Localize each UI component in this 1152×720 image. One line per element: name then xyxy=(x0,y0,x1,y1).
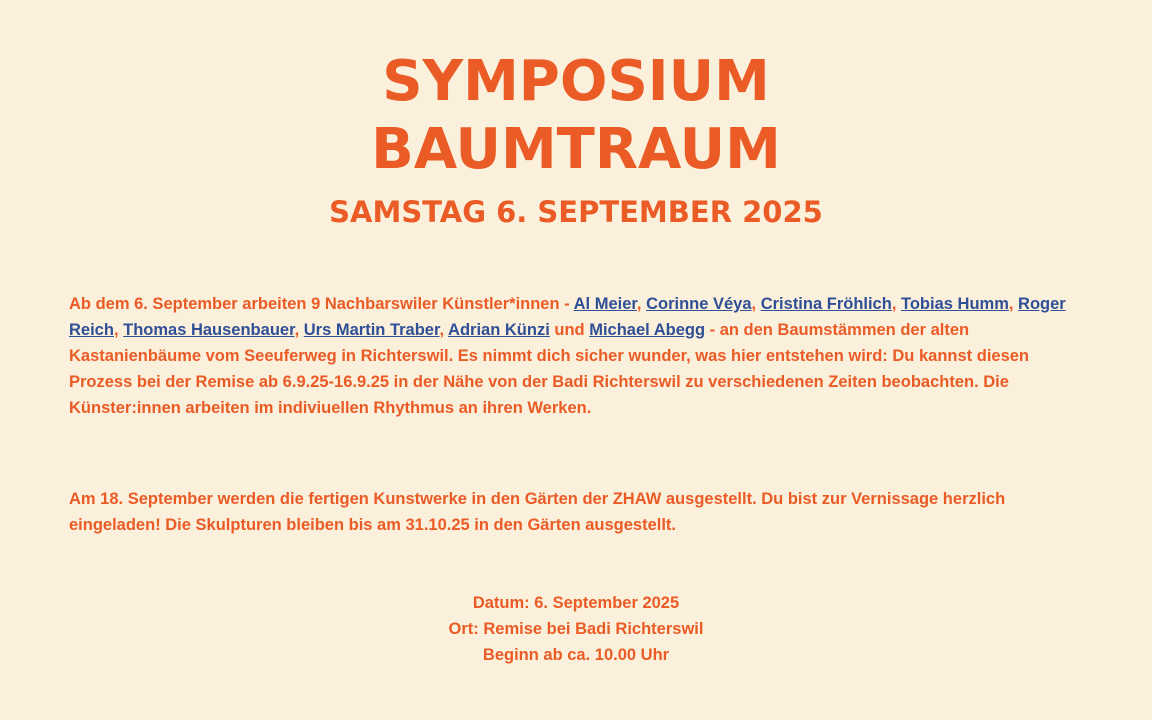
artist-link-thomas-hausenbauer[interactable]: Thomas Hausenbauer xyxy=(123,321,295,339)
artist-separator: , xyxy=(1008,295,1019,313)
event-date-heading: SAMSTAG 6. SEPTEMBER 2025 xyxy=(329,195,823,229)
artist-link-adrian-kuenzi[interactable]: Adrian Künzi xyxy=(448,321,550,339)
artist-link-cristina-froehlich[interactable]: Cristina Fröhlich xyxy=(760,295,892,313)
event-location-line: Ort: Remise bei Badi Richterswil xyxy=(448,620,704,638)
event-header xyxy=(0,48,1152,230)
artist-link-roger-reich[interactable]: Roger Reich xyxy=(69,295,1066,339)
event-details xyxy=(0,590,1152,668)
event-date-line: Datum: 6. September 2025 xyxy=(472,594,680,612)
artist-separator: , xyxy=(294,321,304,339)
artist-link-michael-abegg[interactable]: Michael Abegg xyxy=(589,321,706,339)
artist-separator: , xyxy=(751,295,761,313)
artist-link-tobias-humm[interactable]: Tobias Humm xyxy=(901,295,1009,313)
artist-separator: , xyxy=(891,295,901,313)
event-start-line: Beginn ab ca. 10.00 Uhr xyxy=(482,646,670,664)
artist-separator: , xyxy=(113,321,124,339)
artist-and-word: und xyxy=(549,321,590,339)
intro-paragraph xyxy=(69,291,1089,421)
intro-lead-text: Ab dem 6. September arbeiten 9 Nachbarswiler Künstler*innen - xyxy=(69,295,574,313)
artist-link-urs-martin-traber[interactable]: Urs Martin Traber xyxy=(303,321,440,339)
title-line-2: BAUMTRAUM xyxy=(371,117,781,182)
artist-link-corinne-veya[interactable]: Corinne Véya xyxy=(646,295,752,313)
artist-separator: , xyxy=(439,321,449,339)
title-line-1: SYMPOSIUM xyxy=(382,49,770,114)
exhibition-paragraph: Am 18. September werden die fertigen Kunstwerke in den Gärten der ZHAW ausgestellt. Du bist zur Vernissage herzlich eingeladen! Die Skulpturen bleiben bis am 31.10.25 in den Gärten ausgestellt. xyxy=(69,490,1006,534)
intro-tail-text: - an den Baumstämmen der alten Kastanienbäume vom Seeuferweg in Richterswil. Es nimmt dich sicher wunder, was hier entstehen wird: Du kannst diesen Prozess bei der Remise ab 6.9.25-16.9.25 in der Nähe von der Badi Richterswil zu verschiedenen Zeiten beobachten. Die Künster:innen arbeiten im indiviuellen Rhythmus an ihren Werken. xyxy=(69,321,1030,417)
artist-separator: , xyxy=(636,295,647,313)
artist-link-al-meier[interactable]: Al Meier xyxy=(573,295,637,313)
event-title xyxy=(0,48,1152,184)
